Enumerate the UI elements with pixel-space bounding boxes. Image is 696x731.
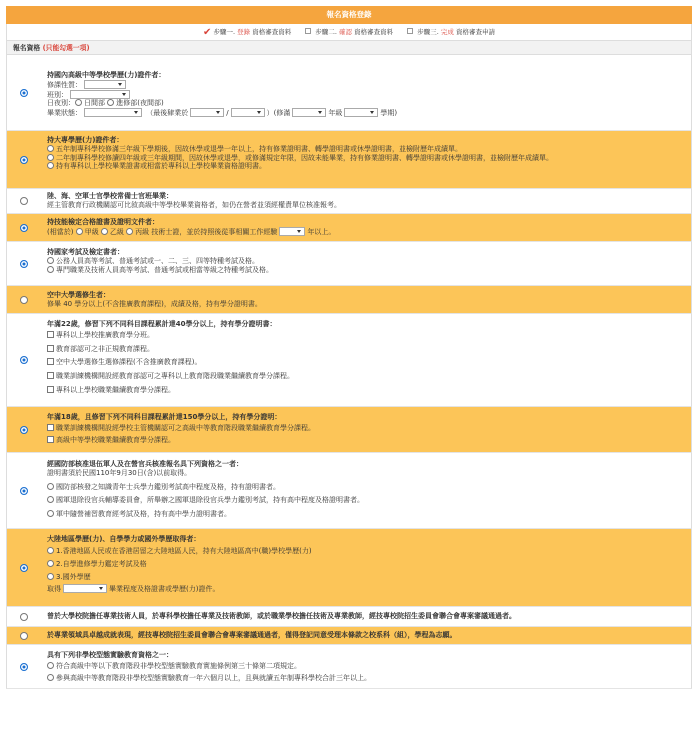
checkmark-icon: ✔ <box>203 27 212 38</box>
qual-radio-12[interactable] <box>20 663 28 671</box>
veteran-option-radio[interactable] <box>47 483 54 490</box>
qual-radio-1[interactable] <box>20 156 28 164</box>
experimental-edu-radio[interactable] <box>47 674 54 681</box>
college-option-radio[interactable] <box>47 154 54 161</box>
credit-checkbox[interactable] <box>47 345 54 352</box>
month-select[interactable] <box>231 108 265 117</box>
experimental-edu-radio[interactable] <box>47 662 54 669</box>
credit-checkbox[interactable] <box>47 358 54 365</box>
empty-box-icon <box>407 28 413 34</box>
degree-select[interactable] <box>63 584 107 593</box>
qual-radio-8[interactable] <box>20 487 28 495</box>
qual-row-10: 曾於大學校院擔任專業技術人員，於專科學校擔任專業及技術教師，或於職業學校擔任技術及專業教師，經技專校院招生委員會聯合會專案審議通過者。 <box>6 607 692 627</box>
qual-radio-7[interactable] <box>20 426 28 434</box>
semester-select[interactable] <box>344 108 378 117</box>
course-type-select[interactable] <box>84 80 126 89</box>
foreign-edu-radio[interactable] <box>47 573 54 580</box>
grad-status-select[interactable] <box>84 108 142 117</box>
experience-years-select[interactable] <box>279 227 305 236</box>
grade-select[interactable] <box>292 108 326 117</box>
veteran-option-radio[interactable] <box>47 496 54 503</box>
qual-row-3: 持技能檢定合格證書及證明文件者： (相當於) 甲級 乙級 丙級 技術士證，並於持照後從事相關工作經驗 年以上。 <box>6 214 692 242</box>
qual-row-7: 年滿18歲，且修習下列不同科目課程累計達150學分以上，持有學分證明： 職業訓練機構開設經學校主管機關認可之高級中等教育階段職業繼續教育學分課程。 高級中等學校職業繼續教育學分課程。 <box>6 407 692 453</box>
credit-checkbox[interactable] <box>47 372 54 379</box>
credit-checkbox[interactable] <box>47 331 54 338</box>
page-wrap <box>6 6 692 689</box>
qual-row-2: 陸、海、空軍士官學校常備士官班畢業： 經主管教育行政機關認可比敘高級中等學校畢業資格者，如仍在營者並須經權責單位核准報考。 <box>6 189 692 214</box>
qual-radio-6[interactable] <box>20 356 28 364</box>
exam-option-radio[interactable] <box>47 257 54 264</box>
credit-checkbox[interactable] <box>47 386 54 393</box>
empty-box-icon <box>305 28 311 34</box>
qual-row-6: 年滿22歲，修習下列不同科目課程累計達40學分以上，持有學分證明書： 專科以上學校推廣教育學分班。 教育部認可之非正規教育課程。 空中大學選修生選修課程(不含推廣教育課程)。 職業訓練機構開設經教育部認可之專科以上教育階段職業繼續教育學分課程。 專科以上學校職業繼續教育學分課程。 <box>6 314 692 407</box>
college-option-radio[interactable] <box>47 145 54 152</box>
qual-row-4: 持國家考試及檢定書者： 公務人員高等考試、普通考試或一、二、三、四等特種考試及格。 專門職業及技術人員高等考試、普通考試或相當等級之特種考試及格。 <box>6 242 692 286</box>
qual-radio-5[interactable] <box>20 296 28 304</box>
qual-row-1: 持大專學歷(力)證件者： 五年制專科學校修滿三年級下學期後，因故休學或退學一年以上，持有修業證明書、轉學證明書或休學證明書，並檢附歷年成績單。 二年制專科學校修讀四年級或三年級期間，因故休學或退學，或修滿規定年限，因故未能畢業，持有修業證明書、轉學證明書或休學證明書，並檢附歷年成績單。 持有專科以上學校畢業證書或相當於專科以上學校畢業資格證明書。 <box>6 131 692 189</box>
qual-radio-10[interactable] <box>20 613 28 621</box>
page-title: 報名資格登錄 <box>6 6 692 24</box>
qual-row-11: 於專業領域具卓越成就表現，經技專校院招生委員會聯合會專案審議通過者，僅得登記同意受理本條款之校系科（組），學程為志願。 <box>6 627 692 645</box>
credit-checkbox[interactable] <box>47 436 54 443</box>
qual-radio-2[interactable] <box>20 197 28 205</box>
class-select[interactable] <box>70 90 130 99</box>
foreign-edu-radio[interactable] <box>47 547 54 554</box>
qual-row-0: 持國內高級中等學校學歷(力)證件者： 修課性質： 班別： 日夜別： 日間部 進修部(夜間部) 畢業狀態： （最後肄業於 / ）(修滿 年級 學期) <box>6 55 692 131</box>
step-3: 步驟三. 完成 資格審查申請 <box>407 28 495 36</box>
qual-radio-3[interactable] <box>20 224 28 232</box>
qual-radio-9[interactable] <box>20 564 28 572</box>
section-header: 報名資格 (只能勾選一項) <box>6 40 692 55</box>
veteran-option-radio[interactable] <box>47 510 54 517</box>
qual-radio-0[interactable] <box>20 89 28 97</box>
license-a-radio[interactable] <box>76 228 83 235</box>
night-radio[interactable] <box>107 99 114 106</box>
college-option-radio[interactable] <box>47 162 54 169</box>
qual-radio-11[interactable] <box>20 632 28 640</box>
exam-option-radio[interactable] <box>47 266 54 273</box>
step-1: ✔ 步驟一. 登錄 資格審查資料 <box>203 27 292 38</box>
qual-row-5: 空中大學選修生者： 修畢 40 學分以上(不含推廣教育課程)，成績及格，持有學分證明書。 <box>6 286 692 314</box>
license-c-radio[interactable] <box>126 228 133 235</box>
qual-row-8: 經國防部核准退伍軍人及在營官兵核准報名具下列資格之一者： 證明書須於民國110年9月30日(含)以前取得。 國防部核發之知識青年士兵學力鑑別考試高中程度及格，持有證明書者。 國軍退除役官兵輔導委員會，所舉辦之國軍退除役官兵學力鑑別考試，持有高中程度及格證明書者。 軍中隨營補習教育經考試及格，持有高中學力證明書者。 <box>6 453 692 529</box>
step-2: 步驟二. 確認 資格審查資料 <box>305 28 395 36</box>
qual-row-12: 具有下列非學校型態實驗教育資格之一： 符合高級中等以下教育階段非學校型態實驗教育實施條例第三十條第二項規定。 參與高級中等教育階段非學校型態實驗教育一年六個月以上，且與就讀五年制專科學校合計三年以上。 <box>6 645 692 689</box>
credit-checkbox[interactable] <box>47 424 54 431</box>
steps-bar <box>6 24 692 40</box>
foreign-edu-radio[interactable] <box>47 560 54 567</box>
year-select[interactable] <box>190 108 224 117</box>
day-radio[interactable] <box>75 99 82 106</box>
qual-radio-4[interactable] <box>20 260 28 268</box>
license-b-radio[interactable] <box>101 228 108 235</box>
qual-row-9: 大陸地區學歷(力)、自學學力或國外學歷取得者： 1.香港地區人民或在香港居留之大陸地區人民，持有大陸地區高中(職)學校學歷(力) 2.自學進修學力鑑定考試及格 3.國外學歷 取得 畢業程度及格證書或學歷(力)證件。 <box>6 529 692 607</box>
